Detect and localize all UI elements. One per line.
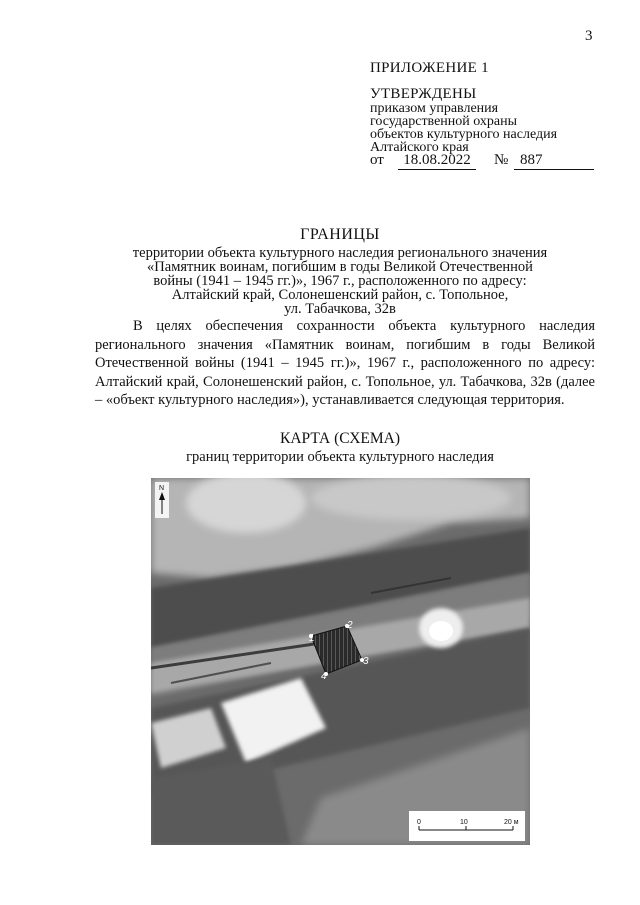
approved-by-line: приказом управления (370, 101, 499, 116)
point-label: 3 (363, 656, 369, 667)
document-title-block (100, 226, 580, 316)
approved-by-line: Алтайского края (370, 140, 469, 155)
north-arrow-icon (155, 482, 169, 518)
scale-tick-label: 10 (460, 819, 468, 826)
scale-tick-label: 0 (417, 819, 421, 826)
approved-by-line: государственной охраны (370, 114, 518, 129)
order-number-sign: № (494, 152, 509, 168)
order-from-label: от (370, 152, 384, 168)
order-number: 887 (514, 152, 594, 170)
page-number: 3 (585, 28, 593, 44)
map-scheme-image (151, 478, 530, 845)
body-paragraph: В целях обеспечения сохранности объекта культурного наследия регионального значения «Памятник воинам, погибшим в годы Великой Отечественной войны (1941 – 1945 гг.)», 1967 г., расположенного по адресу: Алтайский край, Солонешенский район, с. Топольное, ул. Табачкова, 32в (далее – «объект культурного наследия»), устанавливается следующая территория. (95, 318, 595, 409)
scale-bar (409, 811, 525, 841)
aerial-photo (151, 478, 530, 845)
point-label: 1 (309, 633, 315, 644)
point-label: 2 (347, 620, 353, 631)
map-title: КАРТА (СХЕМА) (279, 430, 400, 447)
approved-label: УТВЕРЖДЕНЫ (370, 86, 477, 102)
north-label: N (159, 485, 165, 492)
document-subtitle: территории объекта культурного наследия регионального значения «Памятник воинам, погибшим в годы Великой Отечественной войны (1941 – 1945 гг.)», 1967 г., расположенного по адресу: Алтайский край, Солонешенский район, с. Топольное, ул. Табачкова, 32в (132, 245, 548, 317)
order-line (370, 152, 600, 172)
scale-tick-label: 20 м (504, 819, 519, 826)
approved-by-block (370, 102, 557, 154)
order-date: 18.08.2022 (398, 152, 476, 170)
point-label: 4 (321, 671, 327, 682)
approved-by-line: объектов культурного наследия (370, 127, 558, 142)
map-subtitle: границ территории объекта культурного наследия (186, 449, 494, 465)
appendix-label: ПРИЛОЖЕНИЕ 1 (370, 60, 489, 76)
document-title: ГРАНИЦЫ (300, 226, 380, 243)
map-heading (100, 430, 580, 466)
